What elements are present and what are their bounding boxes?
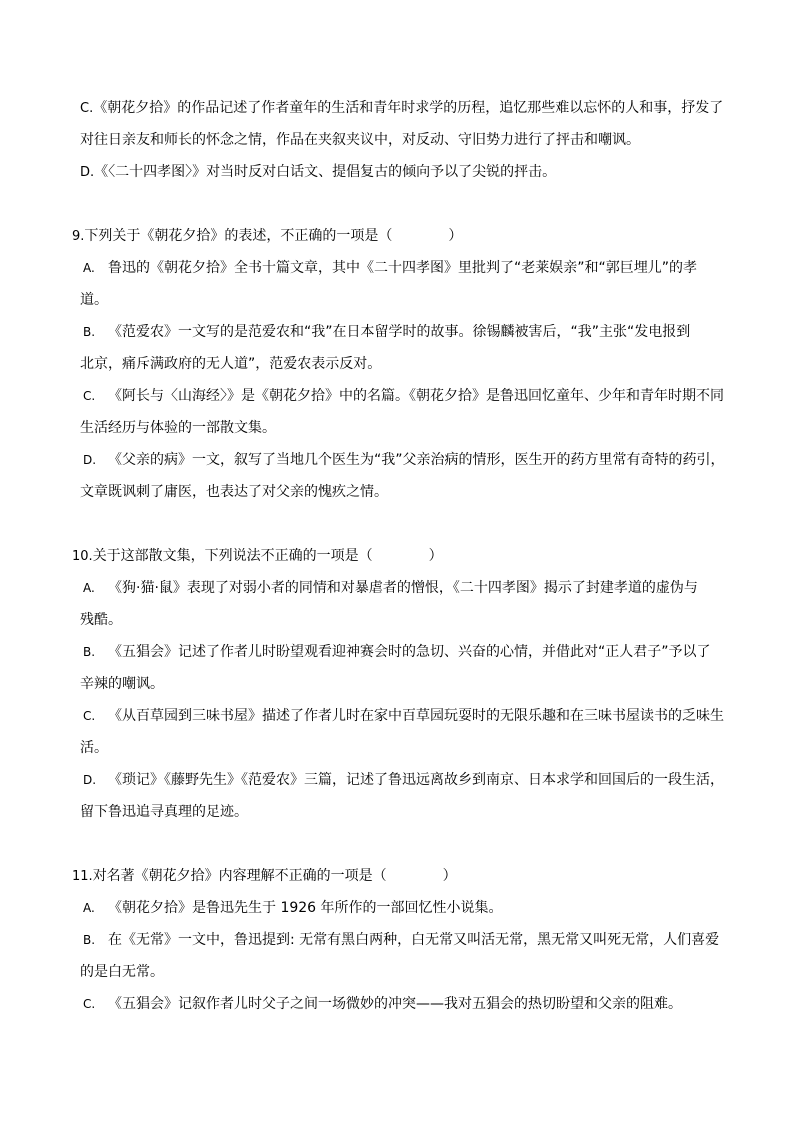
option-label: C. (83, 997, 96, 1011)
option-first-line (80, 988, 760, 1020)
option-d (80, 764, 760, 828)
option-text-line: 留下鲁迅追寻真理的足迹。 (80, 804, 248, 820)
option-text-line: 《五猖会》记述了作者儿时盼望观看迎神赛会时的急切、兴奋的心情，并借此对“正人君子”予以了 (108, 644, 711, 660)
option-text-line: 《〈二十四孝图〉》对当时反对白话文、提倡复古的倾向予以了尖锐的抨击。 (94, 164, 557, 180)
option-first-line (80, 636, 760, 668)
option-label: B. (83, 645, 96, 659)
question-number: 9. (72, 229, 85, 244)
option-text-line: 辛辣的嘲讽。 (80, 676, 164, 692)
question-stem (72, 220, 760, 252)
option-label: D. (83, 773, 97, 787)
option-first-line (80, 892, 760, 924)
option-text-line: 对往日亲友和师长的怀念之情，作品在夹叙夹议中，对反动、守旧势力进行了抨击和嘲讽。 (80, 132, 640, 148)
option-first-line (80, 92, 760, 124)
option-text-line: 《朝花夕拾》是鲁迅先生于 1926 年所作的一部回忆性小说集。 (108, 900, 503, 916)
spacer (80, 828, 760, 860)
spacer (80, 188, 760, 220)
option-c (80, 92, 760, 156)
option-text-line: 的是白无常。 (80, 964, 164, 980)
option-a (80, 892, 760, 924)
option-label: C. (83, 709, 96, 723)
option-text-line: 文章既讽刺了庸医，也表达了对父亲的愧疚之情。 (80, 484, 388, 500)
question-stem-text: 对名著《朝花夕拾》内容理解不正确的一项是（ ） (92, 868, 457, 884)
option-text-line: 道。 (80, 292, 108, 308)
question-stem-text: 关于这部散文集，下列说法不正确的一项是（ ） (92, 548, 443, 564)
option-first-line (80, 444, 760, 476)
question-10 (72, 540, 760, 828)
option-text-line: 活。 (80, 740, 108, 756)
option-label: C. (83, 389, 96, 403)
option-text-line: 《范爱农》一文写的是范爱农和“我”在日本留学时的故事。徐锡麟被害后，“我”主张“发电报到 (108, 324, 691, 340)
option-first-line (80, 316, 760, 348)
option-first-line (80, 924, 760, 956)
option-c (80, 700, 760, 764)
spacer (80, 508, 760, 540)
question-stem (72, 540, 760, 572)
option-first-line (80, 572, 760, 604)
option-c (80, 988, 760, 1020)
document-content (72, 92, 760, 1020)
option-text-line: 《父亲的病》一文，叙写了当地几个医生为“我”父亲治病的情形，医生开的药方里常有奇特的药引， (108, 452, 725, 468)
question-11 (72, 860, 760, 1020)
option-d (80, 156, 760, 188)
question-8-options-continued (80, 92, 760, 188)
question-number: 11. (72, 869, 93, 884)
option-first-line (80, 156, 760, 188)
option-text-line: 鲁迅的《朝花夕拾》全书十篇文章，其中《二十四孝图》里批判了“老莱娱亲”和“郭巨埋儿”的孝 (108, 260, 698, 276)
question-stem-text: 下列关于《朝花夕拾》的表述，不正确的一项是（ ） (84, 228, 463, 244)
option-first-line (80, 252, 760, 284)
option-b (80, 636, 760, 700)
option-c (80, 380, 760, 444)
option-first-line (80, 700, 760, 732)
option-text-line: 《狗·猫·鼠》表现了对弱小者的同情和对暴虐者的憎恨，《二十四孝图》揭示了封建孝道的虚伪与 (108, 580, 698, 596)
option-text-line: 《从百草园到三味书屋》描述了作者儿时在家中百草园玩耍时的无限乐趣和在三味书屋读书的乏味生 (108, 708, 724, 724)
option-first-line (80, 764, 760, 796)
option-label: D. (80, 165, 95, 180)
question-number: 10. (72, 549, 93, 564)
option-text-line: 残酷。 (80, 612, 122, 628)
question-9 (72, 220, 760, 508)
option-text-line: 生活经历与体验的一部散文集。 (80, 420, 276, 436)
option-a (80, 572, 760, 636)
option-label: A. (83, 261, 95, 275)
option-text-line: 《五猖会》记叙作者儿时父子之间一场微妙的冲突——我对五猖会的热切盼望和父亲的阻难。 (108, 996, 682, 1012)
option-text-line: 《阿长与〈山海经〉》是《朝花夕拾》中的名篇。《朝花夕拾》是鲁迅回忆童年、少年和青年时期不同 (108, 388, 724, 404)
option-text-line: 北京，痛斥满政府的无人道”，范爱农表示反对。 (80, 356, 382, 372)
option-label: D. (83, 453, 97, 467)
option-text-line: 《朝花夕拾》的作品记述了作者童年的生活和青年时求学的历程，追忆那些难以忘怀的人和事，抒发了 (93, 100, 724, 116)
option-label: B. (83, 325, 96, 339)
option-b (80, 316, 760, 380)
question-stem (72, 860, 760, 892)
option-label: A. (83, 581, 95, 595)
option-label: C. (80, 101, 94, 116)
option-a (80, 252, 760, 316)
option-text-line: 在《无常》一文中，鲁迅提到: 无常有黑白两种，白无常又叫活无常，黑无常又叫死无常，人们喜爱 (108, 932, 720, 948)
option-text-line: 《琐记》《藤野先生》《范爱农》三篇，记述了鲁迅远离故乡到南京、日本求学和回国后的一段生活， (108, 772, 724, 788)
option-b (80, 924, 760, 988)
option-label: B. (83, 933, 96, 947)
option-d (80, 444, 760, 508)
option-label: A. (83, 901, 95, 915)
option-first-line (80, 380, 760, 412)
